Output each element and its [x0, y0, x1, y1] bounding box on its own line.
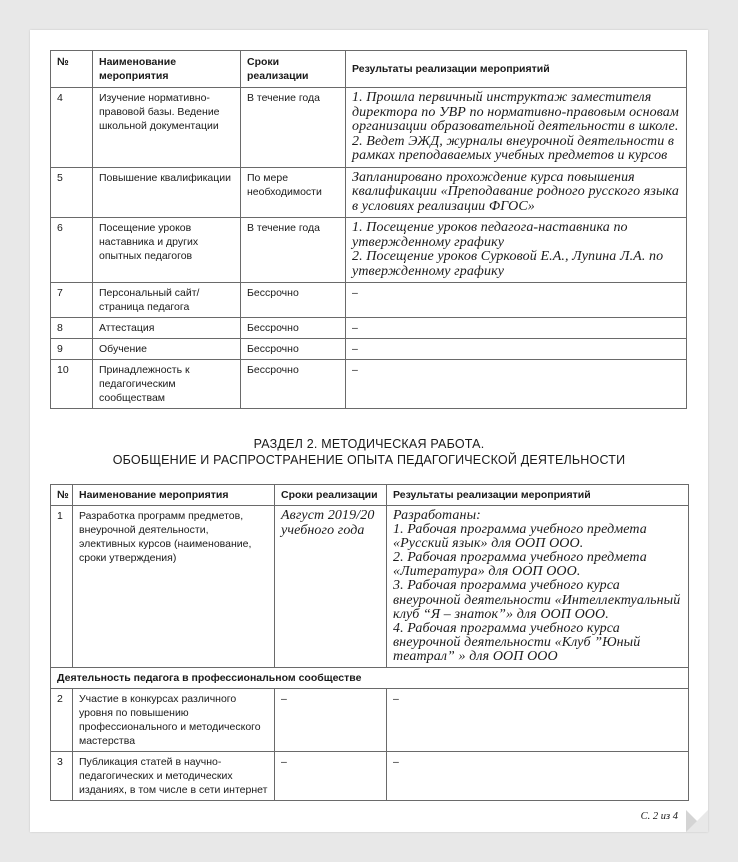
row-name: Аттестация — [93, 318, 241, 339]
row-name: Персональный сайт/страница педагога — [93, 283, 241, 318]
section-title-line2: ОБОБЩЕНИЕ И РАСПРОСТРАНЕНИЕ ОПЫТА ПЕДАГОГИЧЕСКОЙ ДЕЯТЕЛЬНОСТИ — [112, 453, 626, 467]
document-page — [30, 30, 708, 832]
methodical-work-table — [50, 484, 689, 801]
row-name: Принадлежность к педагогическим сообществам — [93, 360, 241, 409]
row-result: 1. Прошла первичный инструктаж заместителя директора по УВР по нормативно-правовым основам организации образовательной деятельности в школе. 2. Ведет ЭЖД, журналы внеурочной деятельности в рамках преподаваемых учебных предметов и курсов — [346, 88, 687, 168]
activities-table — [50, 50, 687, 409]
row-result: Разработаны: 1. Рабочая программа учебного предмета «Русский язык» для ООП ООО. 2. Рабочая программа учебного предмета «Литература» для ООП ООО. 3. Рабочая программа учебного курса внеурочной деятельности «Интеллектуальный клуб “Я – знаток”» для ООП ООО. 4. Рабочая программа учебного курса внеурочной деятельности «Клуб ”Юный театрал” » для ООП ООО — [387, 506, 689, 668]
section-title-line1: РАЗДЕЛ 2. МЕТОДИЧЕСКАЯ РАБОТА. — [253, 437, 485, 451]
row-name: Изучение нормативно-правовой базы. Ведение школьной документации — [93, 88, 241, 168]
row-name: Публикация статей в научно-педагогических и методических изданиях, в том числе в сети интернет — [73, 752, 275, 801]
table-row — [51, 689, 689, 752]
table-row — [51, 506, 689, 668]
row-term: В течение года — [241, 88, 346, 168]
subheader-row — [51, 668, 689, 689]
table-row — [51, 752, 689, 801]
row-result: – — [387, 752, 689, 801]
table-row — [51, 283, 687, 318]
table-header-row — [51, 51, 687, 88]
row-name: Посещение уроков наставника и других опытных педагогов — [93, 218, 241, 283]
row-result: – — [346, 283, 687, 318]
row-number: 7 — [51, 283, 93, 318]
row-term: Бессрочно — [241, 318, 346, 339]
row-term: Бессрочно — [241, 339, 346, 360]
row-result: – — [346, 318, 687, 339]
header-number: № — [51, 51, 93, 88]
table-row — [51, 88, 687, 168]
row-term: – — [275, 752, 387, 801]
row-term: Бессрочно — [241, 360, 346, 409]
row-name: Разработка программ предметов, внеурочной деятельности, элективных курсов (наименование, сроки утверждения) — [73, 506, 275, 668]
row-result: – — [346, 339, 687, 360]
row-result: 1. Посещение уроков педагога-наставника по утвержденному графику 2. Посещение уроков Сурковой Е.А., Лупина Л.А. по утвержденному графику — [346, 218, 687, 283]
row-number: 1 — [51, 506, 73, 668]
row-term: Август 2019/20 учебного года — [275, 506, 387, 668]
row-name: Повышение квалификации — [93, 167, 241, 218]
header-term: Сроки реализации — [275, 485, 387, 506]
row-number: 8 — [51, 318, 93, 339]
table-row — [51, 360, 687, 409]
header-name: Наименование мероприятия — [93, 51, 241, 88]
section-title — [30, 436, 708, 468]
header-result: Результаты реализации мероприятий — [387, 485, 689, 506]
table-row — [51, 318, 687, 339]
row-number: 4 — [51, 88, 93, 168]
row-number: 3 — [51, 752, 73, 801]
row-result: – — [387, 689, 689, 752]
row-number: 9 — [51, 339, 93, 360]
row-name: Участие в конкурсах различного уровня по повышению профессионального и методического мастерства — [73, 689, 275, 752]
table-header-row — [51, 485, 689, 506]
row-term: По мере необходимости — [241, 167, 346, 218]
row-term: В течение года — [241, 218, 346, 283]
header-term: Сроки реализации — [241, 51, 346, 88]
page-number: С. 2 из 4 — [640, 811, 678, 822]
row-result: Запланировано прохождение курса повышения квалификации «Преподавание родного русского языка в условиях реализации ФГОС» — [346, 167, 687, 218]
table-row — [51, 339, 687, 360]
row-term: Бессрочно — [241, 283, 346, 318]
row-result: – — [346, 360, 687, 409]
row-number: 5 — [51, 167, 93, 218]
table-row — [51, 218, 687, 283]
header-name: Наименование мероприятия — [73, 485, 275, 506]
subheader: Деятельность педагога в профессиональном сообществе — [51, 668, 689, 689]
row-term: – — [275, 689, 387, 752]
row-name: Обучение — [93, 339, 241, 360]
table-row — [51, 167, 687, 218]
page-fold-shadow — [686, 810, 708, 832]
header-result: Результаты реализации мероприятий — [346, 51, 687, 88]
header-number: № — [51, 485, 73, 506]
row-number: 10 — [51, 360, 93, 409]
row-number: 2 — [51, 689, 73, 752]
row-number: 6 — [51, 218, 93, 283]
